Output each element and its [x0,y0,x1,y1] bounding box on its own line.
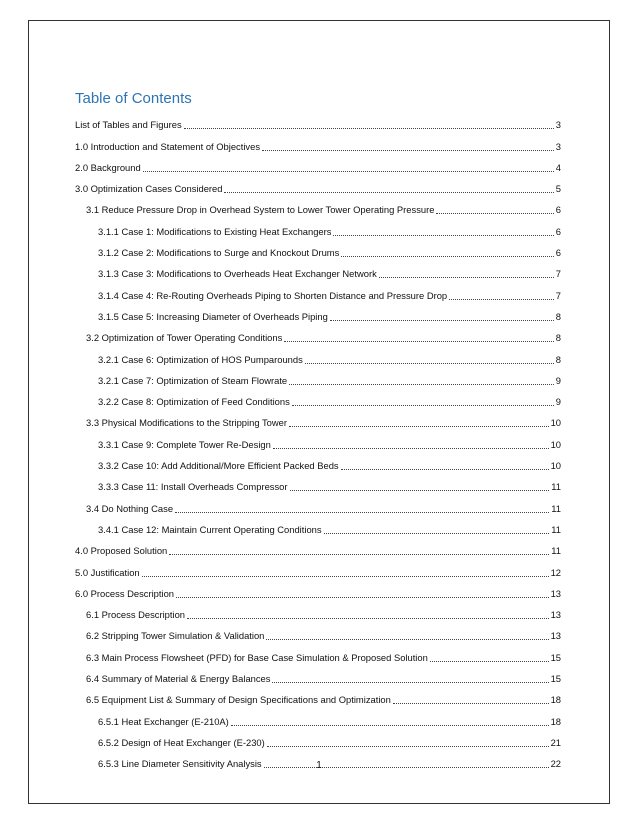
toc-dot-leader [262,149,554,151]
toc-entry-page: 3 [555,119,561,131]
toc-entry[interactable] [75,323,561,344]
toc-entry-page: 13 [550,630,561,642]
toc-entry-text: 3.1.1 Case 1: Modifications to Existing Heat Exchangers [98,225,332,237]
toc-entry[interactable] [75,472,561,493]
toc-entry-text: 6.5.1 Heat Exchanger (E-210A) [98,715,229,727]
toc-entry-page: 11 [551,545,561,557]
toc-entry[interactable] [75,280,561,301]
toc-dot-leader [169,553,549,555]
toc-entry-text: 3.4.1 Case 12: Maintain Current Operating Conditions [98,523,322,535]
toc-entry-text: 3.3 Physical Modifications to the Stripping Tower [86,417,287,429]
toc-entry[interactable] [75,238,561,259]
toc-dot-leader [341,255,554,257]
toc-entry[interactable] [75,706,561,727]
toc-entry-page: 7 [555,289,561,301]
toc-entry-text: 3.1 Reduce Pressure Drop in Overhead System to Lower Tower Operating Pressure [86,204,435,216]
toc-entry-text: 5.0 Justification [75,566,140,578]
toc-dot-leader [333,234,553,236]
toc-entry-text: 3.3.1 Case 9: Complete Tower Re-Design [98,438,271,450]
toc-entry-text: 3.1.5 Case 5: Increasing Diameter of Overheads Piping [98,310,328,322]
toc-dot-leader [266,638,548,640]
toc-dot-leader [436,212,553,214]
toc-dot-leader [187,617,549,619]
toc-entry-page: 11 [551,481,561,493]
toc-entry[interactable] [75,195,561,216]
toc-entry[interactable] [75,344,561,365]
toc-entry-text: 2.0 Background [75,161,141,173]
toc-entry-text: 3.3.3 Case 11: Install Overheads Compressor [98,481,288,493]
toc-entry[interactable] [75,429,561,450]
toc-entry-page: 15 [550,651,561,663]
toc-entry[interactable] [75,216,561,237]
toc-entry-text: 3.4 Do Nothing Case [86,502,174,514]
toc-entry[interactable] [75,536,561,557]
toc-entry-text: 3.2.2 Case 8: Optimization of Feed Conditions [98,396,290,408]
toc-entry[interactable] [75,174,561,195]
toc-entry-page: 6 [555,247,561,259]
toc-entry-page: 11 [551,523,561,535]
toc-dot-leader [267,745,549,747]
toc-entry[interactable] [75,387,561,408]
toc-entry-text: 6.2 Stripping Tower Simulation & Validation [86,630,265,642]
toc-dot-leader [176,596,549,598]
toc-entry-page: 10 [550,417,561,429]
toc-entry-page: 11 [551,502,561,514]
toc-entry-text: 6.5 Equipment List & Summary of Design Specifications and Optimization [86,694,391,706]
toc-entry-text: 3.2.1 Case 6: Optimization of HOS Pumparounds [98,353,303,365]
toc-dot-leader [143,170,554,172]
toc-entry-page: 8 [555,353,561,365]
toc-entry-text: List of Tables and Figures [75,119,182,131]
toc-entry-page: 6 [555,204,561,216]
toc-entry-page: 15 [550,673,561,685]
toc-entry-text: 6.5.2 Design of Heat Exchanger (E-230) [98,736,265,748]
toc-dot-leader [430,660,549,662]
toc-dot-leader [449,298,554,300]
toc-dot-leader [292,404,554,406]
toc-entry-text: 3.1.3 Case 3: Modifications to Overheads Heat Exchanger Network [98,268,377,280]
toc-entry[interactable] [75,302,561,323]
toc-entry-page: 8 [555,310,561,322]
toc-entry-page: 9 [555,396,561,408]
toc-entry[interactable] [75,728,561,749]
toc-entry[interactable] [75,493,561,514]
toc-list [75,110,561,770]
toc-entry[interactable] [75,621,561,642]
toc-entry[interactable] [75,451,561,472]
toc-dot-leader [379,276,554,278]
toc-dot-leader [184,127,554,129]
toc-entry-page: 3 [555,140,561,152]
toc-dot-leader [341,468,549,470]
toc-entry-page: 21 [550,736,561,748]
toc-entry-text: 3.2.1 Case 7: Optimization of Steam Flowrate [98,374,288,386]
toc-dot-leader [284,340,553,342]
toc-dot-leader [289,383,554,385]
toc-entry[interactable] [75,153,561,174]
toc-entry-text: 6.3 Main Process Flowsheet (PFD) for Base Case Simulation & Proposed Solution [86,651,428,663]
page-number: 1 [316,760,322,771]
toc-dot-leader [305,362,554,364]
toc-entry-page: 10 [550,438,561,450]
toc-entry-text: 1.0 Introduction and Statement of Objectives [75,140,261,152]
toc-title: Table of Contents [75,90,192,107]
toc-entry-page: 5 [555,183,561,195]
toc-entry[interactable] [75,557,561,578]
toc-entry-page: 22 [550,758,561,770]
toc-entry-text: 6.1 Process Description [86,609,186,621]
toc-entry-text: 3.2 Optimization of Tower Operating Conditions [86,332,283,344]
toc-dot-leader [231,724,549,726]
toc-entry-page: 8 [555,332,561,344]
toc-entry-text: 3.0 Optimization Cases Considered [75,183,223,195]
toc-entry[interactable] [75,366,561,387]
toc-entry-page: 12 [550,566,561,578]
toc-dot-leader [272,681,548,683]
toc-dot-leader [324,532,550,534]
toc-entry-text: 3.1.4 Case 4: Re-Routing Overheads Piping to Shorten Distance and Pressure Drop [98,289,448,301]
toc-entry-page: 13 [550,609,561,621]
toc-entry[interactable] [75,579,561,600]
toc-entry-text: 6.0 Process Description [75,587,175,599]
toc-entry[interactable] [75,110,561,131]
toc-entry[interactable] [75,408,561,429]
toc-dot-leader [330,319,554,321]
toc-entry[interactable] [75,600,561,621]
toc-entry-text: 4.0 Proposed Solution [75,545,168,557]
toc-entry-page: 10 [550,460,561,472]
toc-entry-page: 7 [555,268,561,280]
toc-dot-leader [175,511,549,513]
toc-entry[interactable] [75,515,561,536]
toc-entry-text: 3.3.2 Case 10: Add Additional/More Efficient Packed Beds [98,460,339,472]
toc-dot-leader [273,447,549,449]
toc-entry-page: 9 [555,374,561,386]
toc-dot-leader [290,489,550,491]
toc-entry[interactable] [75,259,561,280]
toc-entry[interactable] [75,642,561,663]
toc-entry-page: 4 [555,161,561,173]
toc-dot-leader [224,191,553,193]
toc-entry-text: 3.1.2 Case 2: Modifications to Surge and Knockout Drums [98,247,340,259]
toc-dot-leader [142,575,549,577]
toc-entry-text: 6.5.3 Line Diameter Sensitivity Analysis [98,758,262,770]
toc-entry-page: 18 [550,715,561,727]
toc-entry-page: 18 [550,694,561,706]
toc-dot-leader [393,702,549,704]
toc-entry[interactable] [75,685,561,706]
toc-entry-text: 6.4 Summary of Material & Energy Balances [86,673,271,685]
toc-entry[interactable] [75,131,561,152]
toc-entry-page: 6 [555,225,561,237]
toc-entry[interactable] [75,664,561,685]
toc-entry-page: 13 [550,587,561,599]
toc-dot-leader [289,425,549,427]
